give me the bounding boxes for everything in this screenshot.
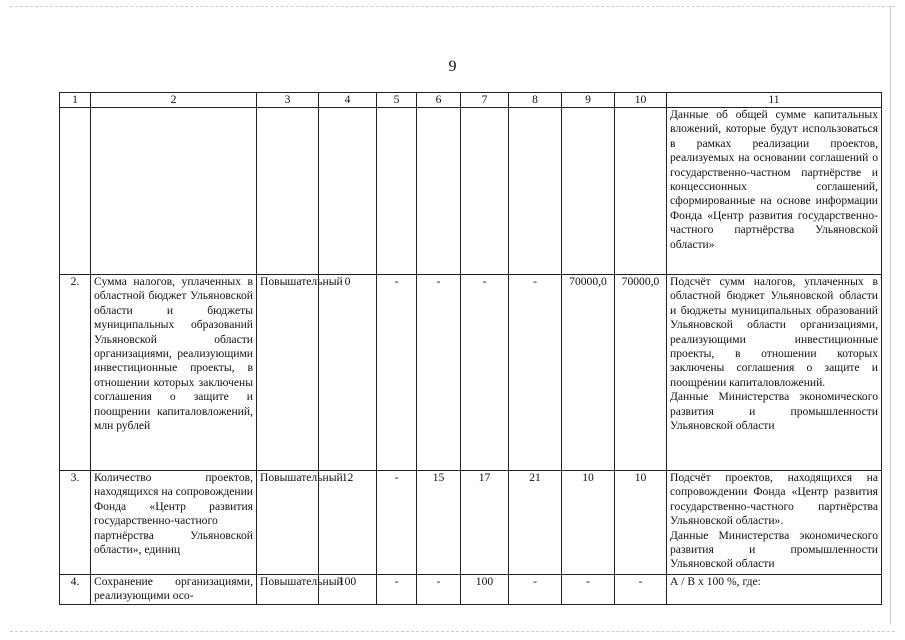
header-cell: 9 bbox=[562, 93, 615, 108]
header-cell: 5 bbox=[377, 93, 417, 108]
value-cell bbox=[377, 108, 417, 275]
value-cell: 100 bbox=[461, 575, 509, 605]
header-cell: 4 bbox=[319, 93, 377, 108]
table-row bbox=[60, 575, 882, 605]
value-cell: 21 bbox=[509, 471, 562, 575]
indicator-type: Повышательный bbox=[257, 471, 319, 575]
value-cell: - bbox=[377, 275, 417, 471]
value-cell: - bbox=[417, 275, 461, 471]
value-cell bbox=[562, 108, 615, 275]
indicator-name: Количество проектов, находящихся на сопровождении Фонда «Центр развития государственно-частного партнёрства Ульяновской области», единиц bbox=[91, 471, 257, 575]
header-cell: 3 bbox=[257, 93, 319, 108]
value-cell: 10 bbox=[615, 471, 667, 575]
page-number: 9 bbox=[448, 58, 457, 75]
value-cell: 100 bbox=[319, 575, 377, 605]
row-number: 3. bbox=[60, 471, 91, 575]
value-cell bbox=[615, 108, 667, 275]
methodology-text: Данные об общей сумме капитальных вложений, которые будут использоваться в рамках реализации проектов, реализуемых на основании соглашений о государственно-частном партнёрстве и концессионных соглашений, сформированные на основе информации Фонда «Центр развития государственно-частного партнёрства Ульяновской области» bbox=[667, 108, 882, 275]
value-cell: 0 bbox=[319, 275, 377, 471]
table-row bbox=[60, 108, 882, 275]
header-cell: 10 bbox=[615, 93, 667, 108]
table-row bbox=[60, 275, 882, 471]
table-header-row bbox=[60, 93, 882, 108]
value-cell: 10 bbox=[562, 471, 615, 575]
value-cell: - bbox=[509, 275, 562, 471]
methodology-calculation: Подсчёт сумм налогов, уплаченных в областной бюджет Ульяновской области и бюджеты муниципальных образований Ульяновской области организациями, реализующими инвестиционные проекты, в отношении которых заключены соглашения о защите и поощрении капиталовложений. bbox=[670, 275, 878, 389]
row-number: 4. bbox=[60, 575, 91, 605]
methodology-source: Данные Министерства экономического развития и промышленности Ульяновской области bbox=[670, 528, 878, 571]
methodology-text bbox=[667, 275, 882, 471]
value-cell: - bbox=[509, 575, 562, 605]
value-cell: - bbox=[377, 471, 417, 575]
value-cell: 15 bbox=[417, 471, 461, 575]
value-cell: 70000,0 bbox=[615, 275, 667, 471]
header-cell: 6 bbox=[417, 93, 461, 108]
header-cell: 7 bbox=[461, 93, 509, 108]
methodology-text bbox=[667, 471, 882, 575]
indicator-type: Повышательный bbox=[257, 275, 319, 471]
methodology-calculation: Подсчёт проектов, находящихся на сопровождении Фонда «Центр развития государственно-частного партнёрства Ульяновской области». bbox=[670, 471, 878, 528]
value-cell: - bbox=[562, 575, 615, 605]
value-cell: 70000,0 bbox=[562, 275, 615, 471]
value-cell: 12 bbox=[319, 471, 377, 575]
header-cell: 11 bbox=[667, 93, 882, 108]
methodology-text: А / В х 100 %, где: bbox=[667, 575, 882, 605]
value-cell: - bbox=[461, 275, 509, 471]
value-cell: - bbox=[417, 575, 461, 605]
header-cell: 1 bbox=[60, 93, 91, 108]
header-cell: 2 bbox=[91, 93, 257, 108]
value-cell bbox=[461, 108, 509, 275]
indicator-type bbox=[257, 108, 319, 275]
indicators-table bbox=[59, 92, 882, 605]
value-cell bbox=[319, 108, 377, 275]
indicator-name: Сумма налогов, уплаченных в областной бюджет Ульяновской области и бюджеты муниципальных образований Ульяновской области организациями, реализующими инвестиционные проекты, в отношении которых заключены соглашения о защите и поощрении капиталовложений, млн рублей bbox=[91, 275, 257, 471]
value-cell: - bbox=[615, 575, 667, 605]
value-cell: 17 bbox=[461, 471, 509, 575]
value-cell bbox=[509, 108, 562, 275]
header-cell: 8 bbox=[509, 93, 562, 108]
indicator-type: Повышательный bbox=[257, 575, 319, 605]
indicator-name bbox=[91, 108, 257, 275]
row-number bbox=[60, 108, 91, 275]
row-number: 2. bbox=[60, 275, 91, 471]
table-row bbox=[60, 471, 882, 575]
value-cell bbox=[417, 108, 461, 275]
methodology-source: Данные Министерства экономического развития и промышленности Ульяновской области bbox=[670, 390, 878, 433]
indicator-name: Сохранение организациями, реализующими осо- bbox=[91, 575, 257, 605]
page-edge-right bbox=[890, 6, 891, 624]
value-cell: - bbox=[377, 575, 417, 605]
page-edge-bottom bbox=[10, 631, 895, 632]
page-edge-top bbox=[10, 6, 895, 7]
